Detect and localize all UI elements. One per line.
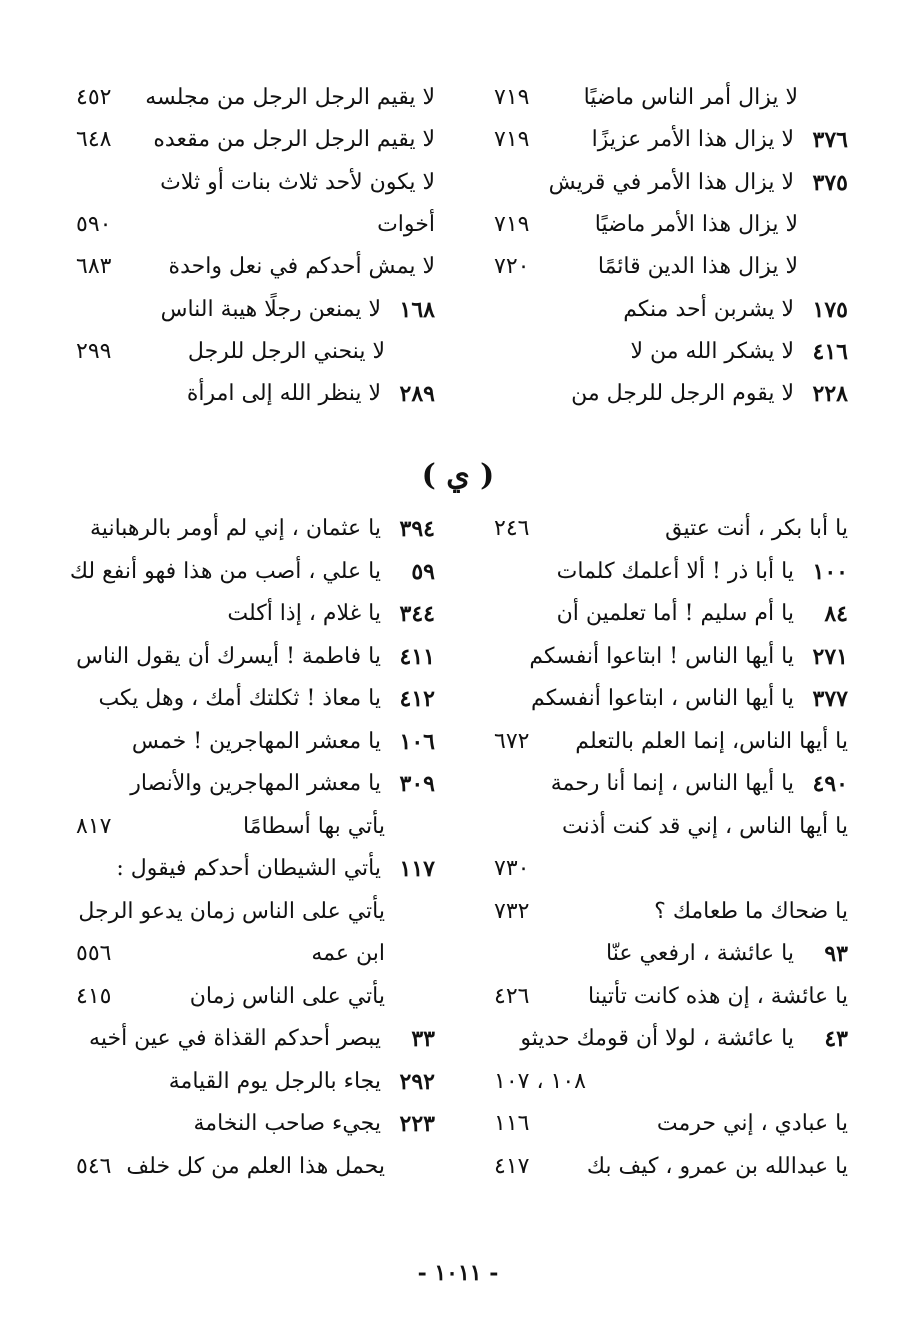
entry-text: يحمل هذا العلم من كل خلف <box>126 1153 385 1179</box>
entry-text: لا ينظر الله إلى امرأة <box>186 381 381 407</box>
index-entry <box>70 291 435 329</box>
entry-text: يا عائشة ، إن هذه كانت تأتينا <box>587 983 848 1009</box>
entry-text: لا يمش أحدكم في نعل واحدة <box>168 254 435 280</box>
entry-text: لا يمنعن رجلًا هيبة الناس <box>160 296 381 322</box>
index-entry <box>70 510 435 548</box>
entry-text: يأتي الشيطان أحدكم فيقول : <box>116 856 381 881</box>
index-entry <box>488 1020 848 1058</box>
entry-number: ٢٨٩ <box>399 381 435 408</box>
index-entry <box>70 808 435 846</box>
index-entry <box>488 375 848 413</box>
entry-page-ref: ٨١٧ <box>76 813 112 839</box>
index-entry <box>488 248 848 286</box>
entry-page-ref: ٤٥٢ <box>76 85 112 110</box>
entry-number: ٣٠٩ <box>399 771 435 797</box>
entry-text: يا غلام ، إذا أكلت <box>227 601 381 626</box>
index-entry <box>488 978 848 1016</box>
entry-page-ref: ٧٢٠ <box>494 254 530 280</box>
entry-page-ref: ١١٦ <box>494 1111 530 1136</box>
entry-text: يجاء بالرجل يوم القيامة <box>168 1068 381 1094</box>
index-entry <box>70 935 435 973</box>
entry-text: يا أيها الناس ، إني قد كنت أذنت <box>562 813 848 839</box>
index-entry <box>488 765 848 803</box>
index-entry <box>70 553 435 591</box>
index-entry <box>70 1105 435 1143</box>
index-entry <box>70 121 435 159</box>
entry-text: لا يشربن أحد منكم <box>623 296 794 322</box>
index-entry <box>70 79 435 117</box>
index-entry <box>488 595 848 633</box>
entry-number: ٣٩٤ <box>399 516 435 542</box>
entry-page-ref: ٤١٥ <box>76 983 112 1009</box>
entry-number: ٣٧٧ <box>812 686 848 712</box>
entry-text: لا يقيم الرجل الرجل من مجلسه <box>145 85 435 110</box>
entry-page-ref: ٧١٩ <box>494 127 530 153</box>
index-entry <box>70 893 435 931</box>
index-entry <box>488 291 848 329</box>
index-entry <box>70 375 435 413</box>
entry-text: يا أبا ذر ! ألا أعلمك كلمات <box>556 558 794 584</box>
entry-number: ٥٩ <box>411 558 435 585</box>
index-entry <box>488 935 848 973</box>
page-number: - ١٠١١ - <box>417 1260 499 1286</box>
entry-text: يا معاذ ! ثكلتك أمك ، وهل يكب <box>98 686 381 711</box>
entry-page-ref: ٦٧٢ <box>494 728 530 754</box>
entry-page-ref: ٤٢٦ <box>494 983 530 1009</box>
entry-number: ١٠٦ <box>399 728 435 755</box>
entry-number: ٢٢٨ <box>812 381 848 408</box>
entry-page-ref: ٦٤٨ <box>76 127 112 153</box>
entry-number: ٢٧١ <box>812 643 848 670</box>
entry-text: أخوات <box>377 211 435 237</box>
entry-text: يا أم سليم ! أما تعلمين أن <box>556 601 794 626</box>
entry-number: ٣٧٦ <box>812 127 848 154</box>
entry-text: يجيء صاحب النخامة <box>193 1111 381 1136</box>
entry-text: يأتي بها أسطامًا <box>242 813 385 839</box>
entry-text: يا عثمان ، إني لم أومر بالرهبانية <box>90 516 381 541</box>
index-entry <box>70 850 435 888</box>
index-entry <box>70 333 435 371</box>
index-entry <box>488 893 848 931</box>
entry-page-ref: ٥٥٦ <box>76 941 112 966</box>
entry-page-ref: ٤١٧ <box>494 1153 530 1179</box>
index-entry <box>488 723 848 761</box>
section-heading: ( ي ) <box>421 458 495 493</box>
index-entry <box>70 206 435 244</box>
entry-page-ref: ٥٤٦ <box>76 1153 112 1179</box>
index-entry <box>488 1148 848 1186</box>
index-entry <box>70 680 435 718</box>
index-entry <box>488 206 848 244</box>
entry-text: يأتي على الناس زمان <box>189 983 385 1009</box>
index-entry <box>488 510 848 548</box>
entry-page-ref: ٦٨٣ <box>76 254 112 280</box>
entry-text: يا أبا بكر ، أنت عتيق <box>665 516 848 541</box>
entry-text: يا معشر المهاجرين ! خمس <box>131 728 381 754</box>
entry-page-ref: ٧١٩ <box>494 85 530 110</box>
entry-page-ref: ٧١٩ <box>494 211 530 237</box>
entry-text: لا يشكر الله من لا <box>630 338 794 364</box>
entry-text: لا يقيم الرجل الرجل من مقعده <box>153 127 435 153</box>
index-entry <box>488 1063 848 1101</box>
entry-page-ref: ٧٣٠ <box>494 856 530 881</box>
entry-number: ٤٣ <box>824 1026 848 1052</box>
entry-text: يا عائشة ، ارفعي عنّا <box>606 941 794 966</box>
index-entry <box>70 1020 435 1058</box>
index-entry <box>70 164 435 202</box>
index-entry <box>488 1105 848 1143</box>
index-entry <box>70 978 435 1016</box>
entry-number: ٤١٢ <box>399 686 435 712</box>
index-entry <box>70 638 435 676</box>
index-entry <box>70 1148 435 1186</box>
entry-page-ref: ١٠٨ ، ١٠٧ <box>494 1068 586 1094</box>
entry-page-ref: ٢٤٦ <box>494 516 530 541</box>
entry-text: لا يزال هذا الدين قائمًا <box>597 254 798 280</box>
index-entry <box>70 723 435 761</box>
index-entry <box>488 121 848 159</box>
entry-text: يا عبدالله بن عمرو ، كيف بك <box>586 1153 848 1179</box>
entry-number: ٤١١ <box>399 643 435 670</box>
entry-page-ref: ٧٣٢ <box>494 898 530 924</box>
index-entry <box>488 680 848 718</box>
entry-text: يا أيها الناس ، إنما أنا رحمة <box>550 771 794 796</box>
entry-page-ref: ٥٩٠ <box>76 211 112 237</box>
entry-text: يأتي على الناس زمان يدعو الرجل <box>78 898 385 924</box>
entry-text: يا ضحاك ما طعامك ؟ <box>654 898 848 924</box>
index-entry <box>70 1063 435 1101</box>
index-entry <box>488 79 848 117</box>
entry-number: ٤١٦ <box>812 338 848 365</box>
entry-page-ref: ٢٩٩ <box>76 338 112 364</box>
entry-number: ٤٩٠ <box>812 771 848 797</box>
entry-text: يا أيها الناس ، ابتاعوا أنفسكم <box>531 686 794 711</box>
entry-text: لا يكون لأحد ثلاث بنات أو ثلاث <box>160 169 435 195</box>
entry-text: يا فاطمة ! أيسرك أن يقول الناس <box>76 643 381 669</box>
entry-number: ٨٤ <box>824 601 848 627</box>
index-entry <box>488 850 848 888</box>
entry-number: ١٧٥ <box>812 296 848 323</box>
entry-text: يا أيها الناس ! ابتاعوا أنفسكم <box>529 643 794 669</box>
entry-number: ٢٢٣ <box>399 1111 435 1137</box>
index-entry <box>488 553 848 591</box>
entry-number: ٣٤٤ <box>399 601 435 627</box>
index-entry <box>488 808 848 846</box>
entry-number: ١٦٨ <box>399 296 435 323</box>
entry-text: يا أيها الناس، إنما العلم بالتعلم <box>575 728 848 754</box>
index-entry <box>488 164 848 202</box>
index-entry <box>488 333 848 371</box>
entry-text: يا معشر المهاجرين والأنصار <box>130 771 381 796</box>
index-entry <box>70 248 435 286</box>
entry-number: ٢٩٢ <box>399 1068 435 1095</box>
entry-text: لا يزال هذا الأمر عزيزًا <box>591 127 794 153</box>
entry-number: ١١٧ <box>399 856 435 882</box>
entry-text: لا يزال أمر الناس ماضيًا <box>583 85 798 110</box>
entry-number: ١٠٠ <box>812 558 848 585</box>
entry-number: ٣٣ <box>411 1026 435 1052</box>
entry-text: ابن عمه <box>311 941 385 966</box>
entry-number: ٩٣ <box>824 941 848 967</box>
entry-text: لا يزال هذا الأمر ماضيًا <box>594 211 798 237</box>
entry-text: يا عائشة ، لولا أن قومك حديثو <box>520 1026 794 1051</box>
index-entry <box>488 638 848 676</box>
entry-text: يا علي ، أصب من هذا فهو أنفع لك <box>69 558 381 584</box>
entry-text: لا ينحني الرجل للرجل <box>187 338 385 364</box>
index-entry <box>70 595 435 633</box>
entry-text: يا عبادي ، إني حرمت <box>656 1111 848 1136</box>
index-entry <box>70 765 435 803</box>
entry-text: لا يقوم الرجل للرجل من <box>571 381 794 407</box>
entry-text: لا يزال هذا الأمر في قريش <box>548 169 794 195</box>
entry-number: ٣٧٥ <box>812 169 848 196</box>
entry-text: يبصر أحدكم القذاة في عين أخيه <box>89 1026 381 1051</box>
